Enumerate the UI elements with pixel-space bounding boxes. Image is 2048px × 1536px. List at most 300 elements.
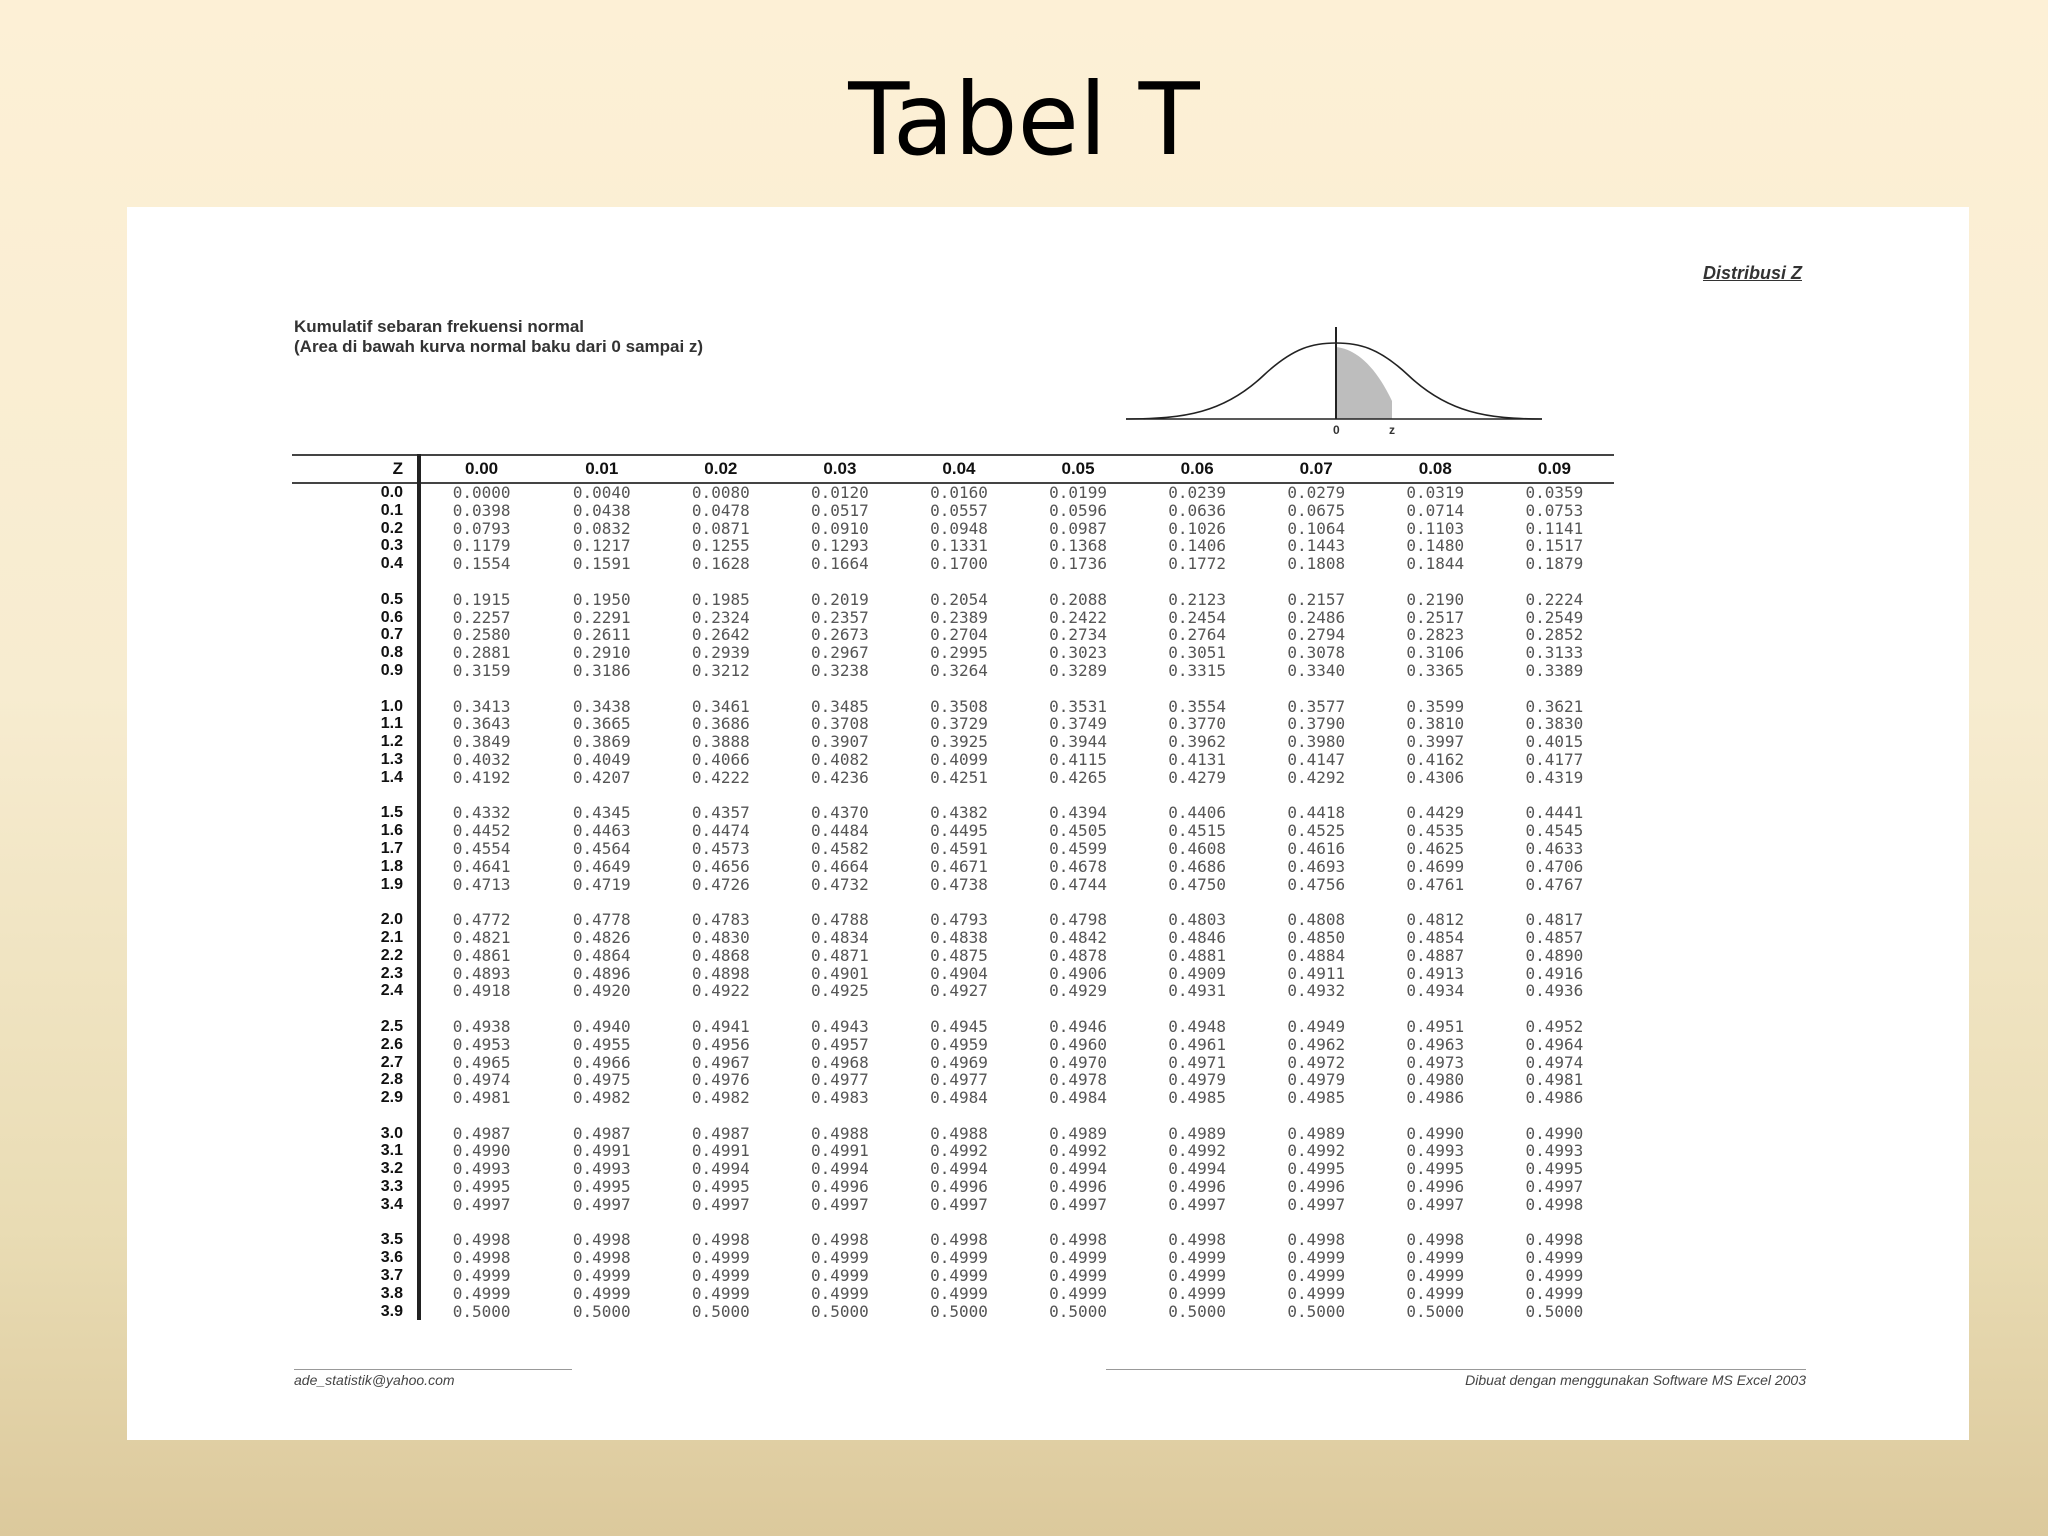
probability-cell: 0.0040 (572, 483, 631, 502)
probability-cell: 0.4997 (1406, 1194, 1465, 1214)
zero-label: 0 (1333, 423, 1340, 435)
probability-cell: 0.4995 (572, 1177, 631, 1197)
probability-cell: 0.0279 (1287, 483, 1346, 502)
probability-cell: 0.2852 (1525, 625, 1584, 645)
probability-cell: 0.4554 (452, 838, 511, 858)
table-row (292, 1071, 1614, 1089)
probability-cell: 0.2190 (1406, 589, 1465, 609)
probability-cell: 0.4999 (1525, 1283, 1584, 1303)
probability-cell: 0.4251 (930, 767, 988, 787)
probability-cell: 0.2967 (811, 643, 869, 663)
probability-cell: 0.4999 (1168, 1266, 1227, 1286)
probability-cell: 0.2673 (811, 625, 869, 645)
probability-cell: 0.5000 (452, 1301, 511, 1321)
probability-cell: 0.1517 (1525, 536, 1584, 556)
probability-cell: 0.2734 (1049, 625, 1107, 645)
probability-cell: 0.0714 (1406, 500, 1465, 520)
probability-cell: 0.4920 (572, 981, 631, 1001)
group-spacer (292, 893, 1614, 911)
probability-cell: 0.4999 (452, 1283, 511, 1303)
probability-cell: 0.4996 (930, 1177, 988, 1197)
probability-cell: 0.4808 (1287, 910, 1346, 930)
z-value-cell: 2.7 (292, 1054, 419, 1072)
probability-cell: 0.2157 (1287, 589, 1346, 609)
probability-cell: 0.4726 (691, 874, 750, 894)
probability-cell: 0.3980 (1287, 732, 1346, 752)
probability-cell: 0.4997 (452, 1194, 511, 1214)
probability-cell: 0.4756 (1287, 874, 1346, 894)
probability-cell: 0.4998 (452, 1248, 511, 1268)
column-header: 0.00 (419, 455, 542, 483)
probability-cell: 0.1141 (1525, 518, 1584, 538)
probability-cell: 0.4983 (811, 1088, 869, 1108)
probability-cell: 0.1554 (452, 554, 511, 574)
probability-cell: 0.4744 (1049, 874, 1107, 894)
probability-cell: 0.1443 (1287, 536, 1346, 556)
probability-cell: 0.1700 (930, 554, 988, 574)
z-value-cell: 2.1 (292, 929, 419, 947)
table-row (292, 911, 1614, 929)
z-value-cell: 2.5 (292, 1018, 419, 1036)
probability-cell: 0.4991 (572, 1141, 631, 1161)
table-row (292, 1142, 1614, 1160)
probability-cell: 0.4864 (572, 945, 631, 965)
probability-cell: 0.4147 (1287, 749, 1346, 769)
probability-cell: 0.4999 (572, 1283, 631, 1303)
z-value-cell: 2.3 (292, 965, 419, 983)
probability-cell: 0.3665 (572, 714, 631, 734)
probability-cell: 0.3770 (1168, 714, 1227, 734)
probability-cell: 0.3365 (1406, 660, 1465, 680)
probability-cell: 0.4441 (1525, 803, 1584, 823)
probability-cell: 0.4997 (1287, 1194, 1346, 1214)
probability-cell: 0.3238 (811, 660, 869, 680)
probability-cell: 0.0675 (1287, 500, 1346, 520)
probability-cell: 0.4904 (930, 963, 988, 983)
table-row (292, 502, 1614, 520)
probability-cell: 0.3962 (1168, 732, 1227, 752)
probability-cell: 0.4370 (811, 803, 869, 823)
z-value-cell: 3.7 (292, 1267, 419, 1285)
probability-cell: 0.5000 (572, 1301, 631, 1321)
probability-cell: 0.4641 (452, 856, 511, 876)
probability-cell: 0.4803 (1168, 910, 1227, 930)
probability-cell: 0.4854 (1406, 927, 1465, 947)
probability-cell: 0.4868 (691, 945, 750, 965)
table-row (292, 662, 1614, 680)
column-header: 0.08 (1376, 455, 1495, 483)
probability-cell: 0.4463 (572, 821, 631, 841)
table-row (292, 591, 1614, 609)
table-row (292, 840, 1614, 858)
probability-cell: 0.4967 (691, 1052, 750, 1072)
probability-cell: 0.4357 (691, 803, 750, 823)
probability-cell: 0.3106 (1406, 643, 1465, 663)
probability-cell: 0.4767 (1525, 874, 1584, 894)
probability-cell: 0.4995 (1406, 1159, 1465, 1179)
table-row (292, 733, 1614, 751)
probability-cell: 0.4999 (930, 1248, 988, 1268)
probability-cell: 0.1950 (572, 589, 631, 609)
probability-cell: 0.4686 (1168, 856, 1227, 876)
probability-cell: 0.3729 (930, 714, 988, 734)
probability-cell: 0.4177 (1525, 749, 1584, 769)
probability-cell: 0.2517 (1406, 607, 1465, 627)
probability-cell: 0.2054 (930, 589, 988, 609)
probability-cell: 0.4015 (1525, 732, 1584, 752)
table-caption (294, 317, 703, 357)
table-row (292, 555, 1614, 573)
probability-cell: 0.2389 (930, 607, 988, 627)
probability-cell: 0.4699 (1406, 856, 1465, 876)
table-row (292, 1196, 1614, 1214)
probability-cell: 0.1179 (452, 536, 511, 556)
z-value-cell: 1.7 (292, 840, 419, 858)
table-row (292, 698, 1614, 716)
probability-cell: 0.3621 (1525, 696, 1584, 716)
probability-cell: 0.4972 (1287, 1052, 1346, 1072)
probability-cell: 0.2123 (1168, 589, 1227, 609)
probability-cell: 0.4850 (1287, 927, 1346, 947)
probability-cell: 0.4345 (572, 803, 631, 823)
probability-cell: 0.4996 (1406, 1177, 1465, 1197)
probability-cell: 0.2910 (572, 643, 631, 663)
probability-cell: 0.1736 (1049, 554, 1107, 574)
probability-cell: 0.4545 (1525, 821, 1584, 841)
z-value-cell: 3.0 (292, 1125, 419, 1143)
probability-cell: 0.5000 (1287, 1301, 1346, 1321)
probability-cell: 0.4066 (691, 749, 750, 769)
probability-cell: 0.4591 (930, 838, 988, 858)
probability-cell: 0.4994 (930, 1159, 988, 1179)
z-value-cell: 2.4 (292, 982, 419, 1000)
probability-cell: 0.4975 (572, 1070, 631, 1090)
probability-cell: 0.4998 (811, 1230, 869, 1250)
probability-cell: 0.4984 (1049, 1088, 1107, 1108)
probability-cell: 0.4936 (1525, 981, 1584, 1001)
probability-cell: 0.4222 (691, 767, 750, 787)
probability-cell: 0.4842 (1049, 927, 1107, 947)
probability-cell: 0.0948 (930, 518, 988, 538)
probability-cell: 0.4616 (1287, 838, 1346, 858)
probability-cell: 0.4706 (1525, 856, 1584, 876)
table-row (292, 1018, 1614, 1036)
z-value-cell: 0.2 (292, 520, 419, 538)
probability-cell: 0.4099 (930, 749, 988, 769)
probability-cell: 0.4960 (1049, 1034, 1107, 1054)
z-value-cell: 3.1 (292, 1142, 419, 1160)
probability-cell: 0.4957 (811, 1034, 869, 1054)
probability-cell: 0.4965 (452, 1052, 511, 1072)
probability-cell: 0.4599 (1049, 838, 1107, 858)
table-row (292, 876, 1614, 894)
z-value-cell: 0.4 (292, 555, 419, 573)
probability-cell: 0.2357 (811, 607, 869, 627)
probability-cell: 0.3438 (572, 696, 631, 716)
probability-cell: 0.4981 (1525, 1070, 1584, 1090)
probability-cell: 0.4564 (572, 838, 631, 858)
probability-cell: 0.2881 (452, 643, 511, 663)
probability-cell: 0.4959 (930, 1034, 988, 1054)
probability-cell: 0.4997 (1049, 1194, 1107, 1214)
probability-cell: 0.3708 (811, 714, 869, 734)
probability-cell: 0.4994 (1049, 1159, 1107, 1179)
probability-cell: 0.4996 (1168, 1177, 1227, 1197)
probability-cell: 0.4998 (1049, 1230, 1107, 1250)
probability-cell: 0.4974 (1525, 1052, 1584, 1072)
probability-cell: 0.4943 (811, 1016, 869, 1036)
probability-cell: 0.4991 (811, 1141, 869, 1161)
group-spacer (292, 1000, 1614, 1018)
probability-cell: 0.3790 (1287, 714, 1346, 734)
probability-cell: 0.4750 (1168, 874, 1227, 894)
probability-cell: 0.3643 (452, 714, 511, 734)
probability-cell: 0.4901 (811, 963, 869, 983)
table-row (292, 1231, 1614, 1249)
probability-cell: 0.2454 (1168, 607, 1227, 627)
probability-cell: 0.1772 (1168, 554, 1227, 574)
probability-cell: 0.4966 (572, 1052, 631, 1072)
table-row (292, 626, 1614, 644)
probability-cell: 0.3925 (930, 732, 988, 752)
probability-cell: 0.3186 (572, 660, 631, 680)
probability-cell: 0.4998 (691, 1230, 750, 1250)
probability-cell: 0.1026 (1168, 518, 1227, 538)
probability-cell: 0.4887 (1406, 945, 1465, 965)
z-value-cell: 1.1 (292, 715, 419, 733)
probability-cell: 0.4999 (811, 1266, 869, 1286)
probability-cell: 0.0793 (452, 518, 511, 538)
probability-cell: 0.0199 (1049, 483, 1107, 502)
probability-cell: 0.4738 (930, 874, 988, 894)
z-value-cell: 0.9 (292, 662, 419, 680)
probability-cell: 0.4625 (1406, 838, 1465, 858)
probability-cell: 0.4931 (1168, 981, 1227, 1001)
probability-cell: 0.4998 (1406, 1230, 1465, 1250)
probability-cell: 0.4871 (811, 945, 869, 965)
probability-cell: 0.2224 (1525, 589, 1584, 609)
probability-cell: 0.2088 (1049, 589, 1107, 609)
normal-curve-illustration (1124, 315, 1544, 435)
table-row (292, 1036, 1614, 1054)
table-row (292, 804, 1614, 822)
z-value-cell: 3.4 (292, 1196, 419, 1214)
probability-cell: 0.4999 (1049, 1266, 1107, 1286)
caption-line-1: Kumulatif sebaran frekuensi normal (294, 317, 585, 336)
probability-cell: 0.3907 (811, 732, 869, 752)
table-row (292, 965, 1614, 983)
probability-cell: 0.5000 (1168, 1301, 1227, 1321)
probability-cell: 0.4997 (811, 1194, 869, 1214)
probability-cell: 0.3554 (1168, 696, 1227, 716)
probability-cell: 0.4495 (930, 821, 988, 841)
table-row (292, 1160, 1614, 1178)
z-label: z (1389, 423, 1395, 435)
z-value-cell: 3.8 (292, 1285, 419, 1303)
probability-cell: 0.4992 (1168, 1141, 1227, 1161)
probability-cell: 0.4236 (811, 767, 869, 787)
probability-cell: 0.4573 (691, 838, 750, 858)
probability-cell: 0.1915 (452, 589, 511, 609)
probability-cell: 0.5000 (691, 1301, 750, 1321)
probability-cell: 0.3686 (691, 714, 750, 734)
probability-cell: 0.4474 (691, 821, 750, 841)
probability-cell: 0.4932 (1287, 981, 1346, 1001)
probability-cell: 0.1879 (1525, 554, 1584, 574)
probability-cell: 0.4999 (1406, 1283, 1465, 1303)
bell-curve (1126, 343, 1542, 419)
probability-cell: 0.4996 (1049, 1177, 1107, 1197)
z-value-cell: 3.3 (292, 1178, 419, 1196)
table-row (292, 1125, 1614, 1143)
table-row (292, 822, 1614, 840)
probability-cell: 0.4207 (572, 767, 631, 787)
probability-cell: 0.4671 (930, 856, 988, 876)
distribution-label: Distribusi Z (1702, 263, 1802, 283)
probability-cell: 0.4793 (930, 910, 988, 930)
probability-cell: 0.4988 (811, 1123, 869, 1143)
probability-cell: 0.4772 (452, 910, 511, 930)
probability-cell: 0.4989 (1049, 1123, 1107, 1143)
probability-cell: 0.4925 (811, 981, 869, 1001)
table-row (292, 609, 1614, 627)
table-row (292, 1054, 1614, 1072)
probability-cell: 0.4953 (452, 1034, 511, 1054)
probability-cell: 0.4997 (1168, 1194, 1227, 1214)
probability-cell: 0.4582 (811, 838, 869, 858)
probability-cell: 0.4997 (930, 1194, 988, 1214)
probability-cell: 0.4971 (1168, 1052, 1227, 1072)
probability-cell: 0.4952 (1525, 1016, 1584, 1036)
probability-cell: 0.4131 (1168, 749, 1227, 769)
probability-cell: 0.4916 (1525, 963, 1584, 983)
probability-cell: 0.4821 (452, 927, 511, 947)
probability-cell: 0.4875 (930, 945, 988, 965)
probability-cell: 0.0438 (572, 500, 631, 520)
probability-cell: 0.4993 (572, 1159, 631, 1179)
probability-cell: 0.4906 (1049, 963, 1107, 983)
probability-cell: 0.4664 (811, 856, 869, 876)
probability-cell: 0.4934 (1406, 981, 1465, 1001)
probability-cell: 0.4987 (572, 1123, 631, 1143)
probability-cell: 0.4955 (572, 1034, 631, 1054)
probability-cell: 0.4988 (930, 1123, 988, 1143)
probability-cell: 0.4987 (691, 1123, 750, 1143)
probability-cell: 0.4985 (1168, 1088, 1227, 1108)
table-row (292, 520, 1614, 538)
probability-cell: 0.4049 (572, 749, 631, 769)
probability-cell: 0.4732 (811, 874, 869, 894)
probability-cell: 0.0832 (572, 518, 631, 538)
column-header: 0.07 (1257, 455, 1376, 483)
probability-cell: 0.4993 (1406, 1141, 1465, 1161)
probability-cell: 0.4996 (811, 1177, 869, 1197)
z-value-cell: 2.9 (292, 1089, 419, 1107)
probability-cell: 0.4999 (1287, 1283, 1346, 1303)
probability-cell: 0.4940 (572, 1016, 631, 1036)
probability-cell: 0.4974 (452, 1070, 511, 1090)
probability-cell: 0.2611 (572, 625, 631, 645)
group-spacer (292, 680, 1614, 698)
probability-cell: 0.1103 (1406, 518, 1465, 538)
probability-cell: 0.4812 (1406, 910, 1465, 930)
probability-cell: 0.4999 (811, 1248, 869, 1268)
probability-cell: 0.4115 (1049, 749, 1107, 769)
table-row (292, 1285, 1614, 1303)
probability-cell: 0.3461 (691, 696, 750, 716)
probability-cell: 0.4515 (1168, 821, 1227, 841)
probability-cell: 0.4999 (1525, 1266, 1584, 1286)
probability-cell: 0.4999 (1287, 1266, 1346, 1286)
probability-cell: 0.4922 (691, 981, 750, 1001)
probability-cell: 0.4713 (452, 874, 511, 894)
probability-cell: 0.4992 (1049, 1141, 1107, 1161)
probability-cell: 0.4993 (1525, 1141, 1584, 1161)
probability-cell: 0.4995 (1287, 1159, 1346, 1179)
probability-cell: 0.4846 (1168, 927, 1227, 947)
probability-cell: 0.4535 (1406, 821, 1465, 841)
probability-cell: 0.3413 (452, 696, 511, 716)
probability-cell: 0.4999 (1525, 1248, 1584, 1268)
probability-cell: 0.4861 (452, 945, 511, 965)
probability-cell: 0.4999 (930, 1283, 988, 1303)
probability-cell: 0.2939 (691, 643, 750, 663)
probability-cell: 0.2422 (1049, 607, 1107, 627)
probability-cell: 0.4452 (452, 821, 511, 841)
probability-cell: 0.4948 (1168, 1016, 1227, 1036)
probability-cell: 0.2794 (1287, 625, 1346, 645)
table-row (292, 715, 1614, 733)
table-row (292, 858, 1614, 876)
probability-cell: 0.4418 (1287, 803, 1346, 823)
probability-cell: 0.4946 (1049, 1016, 1107, 1036)
z-value-cell: 2.2 (292, 947, 419, 965)
probability-cell: 0.4279 (1168, 767, 1227, 787)
probability-cell: 0.4992 (1287, 1141, 1346, 1161)
probability-cell: 0.4505 (1049, 821, 1107, 841)
probability-cell: 0.4996 (1287, 1177, 1346, 1197)
group-spacer (292, 1107, 1614, 1125)
probability-cell: 0.3315 (1168, 660, 1227, 680)
column-header: 0.01 (542, 455, 661, 483)
probability-cell: 0.5000 (1406, 1301, 1465, 1321)
probability-cell: 0.4992 (930, 1141, 988, 1161)
probability-cell: 0.4994 (1168, 1159, 1227, 1179)
probability-cell: 0.4890 (1525, 945, 1584, 965)
probability-cell: 0.1064 (1287, 518, 1346, 538)
probability-cell: 0.0080 (691, 483, 750, 502)
probability-cell: 0.4332 (452, 803, 511, 823)
probability-cell: 0.4999 (930, 1266, 988, 1286)
probability-cell: 0.4997 (691, 1194, 750, 1214)
probability-cell: 0.4830 (691, 927, 750, 947)
probability-cell: 0.4162 (1406, 749, 1465, 769)
probability-cell: 0.4998 (1287, 1230, 1346, 1250)
probability-cell: 0.4961 (1168, 1034, 1227, 1054)
probability-cell: 0.4484 (811, 821, 869, 841)
probability-cell: 0.5000 (811, 1301, 869, 1321)
probability-cell: 0.4964 (1525, 1034, 1584, 1054)
probability-cell: 0.4693 (1287, 856, 1346, 876)
probability-cell: 0.4990 (1525, 1123, 1584, 1143)
probability-cell: 0.2324 (691, 607, 750, 627)
probability-cell: 0.4979 (1168, 1070, 1227, 1090)
table-row (292, 1249, 1614, 1267)
probability-cell: 0.4989 (1287, 1123, 1346, 1143)
probability-cell: 0.4898 (691, 963, 750, 983)
probability-cell: 0.4969 (930, 1052, 988, 1072)
probability-cell: 0.4999 (811, 1283, 869, 1303)
